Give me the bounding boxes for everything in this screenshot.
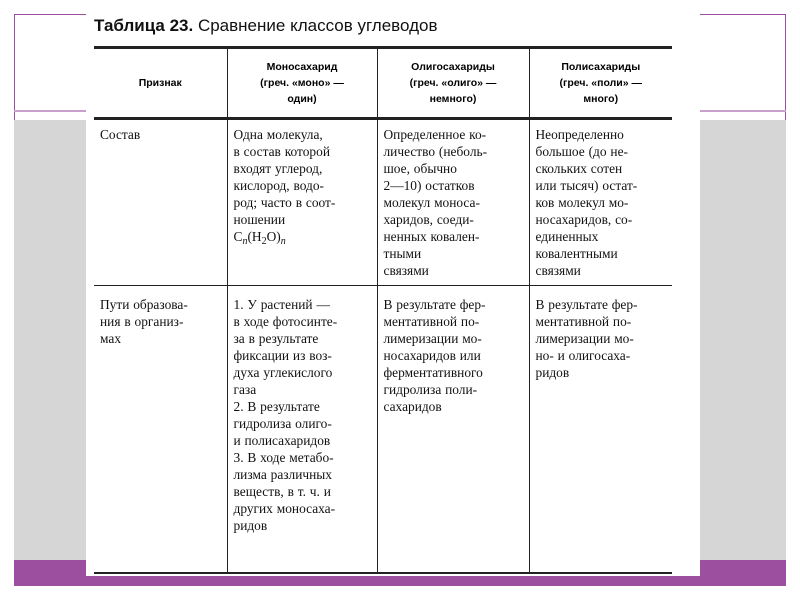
cell-feature: Состав <box>94 119 227 286</box>
header-mono: Моносахарид (греч. «моно» — один) <box>227 48 377 119</box>
table-header-row <box>94 48 672 119</box>
page-title <box>94 16 438 36</box>
header-poly: Полисахариды (греч. «поли» — много) <box>529 48 672 119</box>
cell-oligo: В результате фер- ментативной по- лимеризации мо- носахаридов или ферментативного гидролиза поли- сахаридов <box>377 286 529 574</box>
cell-oligo: Определенное ко- личество (неболь- шое, обычно 2—10) остатков молекул моноса- харидов, соеди- ненных ковален- тными связями <box>377 119 529 286</box>
comparison-table <box>94 46 672 574</box>
header-feature: Признак <box>94 48 227 119</box>
cell-feature: Пути образова- ния в организ- мах <box>94 286 227 574</box>
table-row <box>94 119 672 286</box>
cell-mono-text: Одна молекула, в состав которой входят углерод, кислород, водо- род; часто в соот- ношении <box>233 127 336 227</box>
scanned-page <box>86 4 700 576</box>
title-number: Таблица 23. <box>94 16 194 35</box>
header-oligo: Олигосахариды (греч. «олиго» — немного) <box>377 48 529 119</box>
cell-poly: Неопределенно большое (до не- скольких сотен или тысяч) остат- ков молекул мо- носахаридов, со- единенных ковалентными связями <box>529 119 672 286</box>
cell-mono <box>227 119 377 286</box>
cell-mono: 1. У растений — в ходе фотосинте- за в результате фиксации из воз- духа углекислого газа 2. В результате гидролиза олиго- и полисахаридов 3. В ходе метабо- лизма различных веществ, в т. ч. и других моносаха- ридов <box>227 286 377 574</box>
cell-poly: В результате фер- ментативной по- лимеризации мо- но- и олигосаха- ридов <box>529 286 672 574</box>
table-row <box>94 286 672 574</box>
formula: $C_n(H_2O)_n$ <box>233 229 286 247</box>
title-text: Сравнение классов углеводов <box>193 16 438 35</box>
